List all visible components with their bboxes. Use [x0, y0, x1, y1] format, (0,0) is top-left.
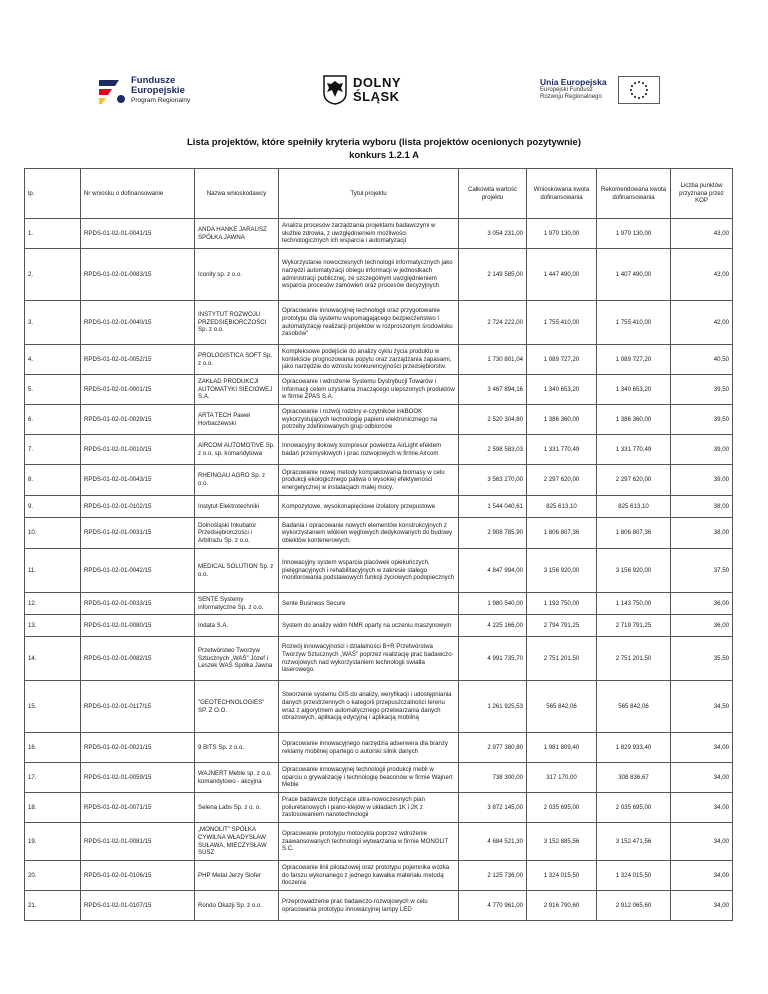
cell-points: 37,50 [671, 549, 733, 593]
cell-nr: RPDS-01-02-01-0043/15 [81, 465, 195, 496]
cell-recommended: 308 836,67 [597, 763, 671, 793]
cell-points: 34,00 [671, 763, 733, 793]
table-row [25, 405, 733, 435]
cell-lp: 7. [25, 435, 81, 465]
cell-recommended: 1 407 490,00 [597, 249, 671, 301]
cell-total: 738 300,00 [459, 763, 527, 793]
cell-requested: 1 331 770,49 [527, 435, 597, 465]
cell-total: 4 847 994,00 [459, 549, 527, 593]
cell-points: 34,00 [671, 733, 733, 763]
cell-points: 40,50 [671, 345, 733, 375]
header-lp: lp. [25, 169, 81, 219]
cell-total: 2 908 785,90 [459, 518, 527, 549]
document-subtitle: konkurs 1.2.1 A [349, 150, 419, 161]
cell-name: ANDA HANKE JARAUSZ SPÓŁKA JAWNA [195, 219, 279, 249]
cell-points: 34,00 [671, 891, 733, 921]
cell-name: "GEOTECHNOLOGIES" SP. Z O.O. [195, 681, 279, 733]
cell-title: Sente Business Secure [279, 593, 459, 615]
cell-lp: 10. [25, 518, 81, 549]
table-row [25, 249, 733, 301]
cell-recommended: 1 331 770,49 [597, 435, 671, 465]
cell-nr: RPDS-01-02-01-0021/15 [81, 733, 195, 763]
cell-points: 43,00 [671, 249, 733, 301]
cell-title: Wykorzystanie nowoczesnych technologii informatycznych jako narzędzi automatyzacji obiegu informacji w jednostkach administracji publicznej, ze szczególnym uwzględnieniem wsparcia procesów zamówień oraz procesów decyzyjnych [279, 249, 459, 301]
cell-title: Stworzenie systemu GIS do analizy, weryfikacji i udostępniania danych przestrzennych o kategorii przepuszczalności terenu wraz z algorytmem automatycznego przetwarzania danych obrazowych, aplikacją edycyjną i aplikacją mobilną [279, 681, 459, 733]
cell-requested: 825 613,10 [527, 496, 597, 518]
cell-nr: RPDS-01-02-01-0033/15 [81, 593, 195, 615]
header-total: Całkowita wartość projektu [459, 169, 527, 219]
fundusze-europejskie-mark-icon [97, 77, 127, 107]
cell-lp: 3. [25, 301, 81, 345]
fe-logo-line1: Fundusze [131, 75, 176, 86]
cell-total: 1 261 925,53 [459, 681, 527, 733]
cell-total: 4 770 961,00 [459, 891, 527, 921]
cell-nr: RPDS-01-02-01-0059/15 [81, 763, 195, 793]
cell-title: Opracowanie innowacyjnego narzędzia adserwera dla branży reklamy mobilnej opartego o autorski silnik danych [279, 733, 459, 763]
cell-recommended: 2 297 620,00 [597, 465, 671, 496]
cell-lp: 4. [25, 345, 81, 375]
table-row [25, 549, 733, 593]
projects-table [24, 168, 733, 921]
header-name: Nazwa wnioskodawcy [195, 169, 279, 219]
header-recommended: Rekomendowana kwota dofinansowania [597, 169, 671, 219]
cell-total: 3 467 894,16 [459, 375, 527, 405]
header-points: Liczba punktów przyznana przez KOP [671, 169, 733, 219]
cell-points: 35,50 [671, 637, 733, 681]
cell-nr: RPDS-01-02-01-0082/15 [81, 637, 195, 681]
cell-requested: 1 340 653,20 [527, 375, 597, 405]
cell-name: Iconity sp. z o.o. [195, 249, 279, 301]
cell-recommended: 1 386 360,00 [597, 405, 671, 435]
cell-points: 39,50 [671, 405, 733, 435]
cell-title: Opracowanie i wdrożenie Systemu Dystrybucji Towarów i Informacji celem uzyskania znaczącego ulepszonych produktów w firmie ZPAS S.A. [279, 375, 459, 405]
cell-requested: 1 806 807,36 [527, 518, 597, 549]
table-row [25, 465, 733, 496]
cell-nr: RPDS-01-02-01-0041/15 [81, 219, 195, 249]
cell-requested: 1 089 727,20 [527, 345, 597, 375]
table-row [25, 861, 733, 891]
cell-lp: 2. [25, 249, 81, 301]
cell-points: 36,00 [671, 615, 733, 637]
cell-recommended: 3 152 471,56 [597, 823, 671, 861]
cell-title: Analiza procesów zarządzania projektami badawczymi w służbie zdrowia, z uwzględnieniem możliwości technologicznych ich wsparcia i automatyzacji [279, 219, 459, 249]
table-row [25, 345, 733, 375]
cell-points: 38,00 [671, 518, 733, 549]
cell-nr: RPDS-01-02-01-0083/15 [81, 249, 195, 301]
table-row [25, 763, 733, 793]
cell-lp: 5. [25, 375, 81, 405]
cell-title: Innowacyjny system wsparcia placówek opiekuńczych, pielęgnacyjnych i rehabilitacyjnych w zakresie stałego monitorowania podstawowych funkcji życiowych podopiecznych [279, 549, 459, 593]
cell-nr: RPDS-01-02-01-0081/15 [81, 823, 195, 861]
cell-title: Kompleksowe podejście do analizy cyklu życia produktu w kontekście prognozowania popytu oraz zarządzania zapasami, jako narzędzie do wzrostu konkurencyjności przedsiębiorstw. [279, 345, 459, 375]
cell-lp: 13. [25, 615, 81, 637]
cell-title: Rozwój innowacyjności i działalności B+R Przetwórstwa Tworzyw Sztucznych „WAŚ" poprzez realizację prac badawczo-rozwojowych nad wykorzystaniem technologii światła laserowego. [279, 637, 459, 681]
cell-requested: 317 170,00 [527, 763, 597, 793]
cell-lp: 11. [25, 549, 81, 593]
cell-nr: RPDS-01-02-01-0106/15 [81, 861, 195, 891]
cell-nr: RPDS-01-02-01-0107/15 [81, 891, 195, 921]
cell-nr: RPDS-01-02-01-0001/15 [81, 375, 195, 405]
cell-title: Opracowanie prototypu motocykla poprzez wdrożenie zaawansowanych technologii wytwarzania w firmie MONOLIT S.C. [279, 823, 459, 861]
cell-name: PROLOGISTICA SOFT Sp. z o.o. [195, 345, 279, 375]
cell-lp: 1. [25, 219, 81, 249]
cell-title: Opracowanie innowacyjnej technologii oraz przygotowanie prototypu dla systemu wspomagającego bezpieczeństwo i automatyzację realizacji projektów w rozproszonym środowisku zasobów" [279, 301, 459, 345]
cell-lp: 16. [25, 733, 81, 763]
cell-total: 2 598 583,03 [459, 435, 527, 465]
cell-nr: RPDS-01-02-01-0102/15 [81, 496, 195, 518]
cell-requested: 2 794 791,25 [527, 615, 597, 637]
cell-title: System do analizy widm NMR oparty na uczeniu maszynowym [279, 615, 459, 637]
cell-recommended: 3 156 920,00 [597, 549, 671, 593]
cell-name: ZAKŁAD PRODUKCJI AUTOMATYKI SIECIOWEJ S.A. [195, 375, 279, 405]
table-row [25, 375, 733, 405]
cell-title: Kompozytowe, wysokonapięciowe izolatory przepustowe [279, 496, 459, 518]
cell-recommended: 1 089 727,20 [597, 345, 671, 375]
cell-total: 1 730 801,04 [459, 345, 527, 375]
cell-lp: 12. [25, 593, 81, 615]
cell-nr: RPDS-01-02-01-0031/15 [81, 518, 195, 549]
cell-lp: 17. [25, 763, 81, 793]
cell-total: 2 977 380,80 [459, 733, 527, 763]
cell-recommended: 1 143 750,00 [597, 593, 671, 615]
cell-requested: 1 981 809,40 [527, 733, 597, 763]
eu-logo-line3: Rozwoju Regionalnego [540, 94, 602, 100]
cell-points: 34,00 [671, 793, 733, 823]
cell-requested: 3 152 885,56 [527, 823, 597, 861]
cell-points: 38,00 [671, 496, 733, 518]
cell-points: 42,00 [671, 301, 733, 345]
cell-lp: 6. [25, 405, 81, 435]
table-row [25, 637, 733, 681]
cell-requested: 2 751 201,50 [527, 637, 597, 681]
cell-name: Instytut Elektrotechniki [195, 496, 279, 518]
table-row [25, 823, 733, 861]
cell-name: PHP Metal Jerzy Siofer [195, 861, 279, 891]
cell-title: Prace badawcze dotyczące ultra-nowoczesnych pian poliuretanowych i piano-klejów w układach 1K i 2K z zastosowaniem nanotechnologii [279, 793, 459, 823]
table-row [25, 793, 733, 823]
cell-name: Selena Labs Sp. z o. o. [195, 793, 279, 823]
cell-total: 3 054 231,00 [459, 219, 527, 249]
cell-recommended: 2 719 791,25 [597, 615, 671, 637]
header-requested: Wnioskowana kwota dofinansowania [527, 169, 597, 219]
cell-requested: 1 324 015,50 [527, 861, 597, 891]
cell-requested: 2 297 620,00 [527, 465, 597, 496]
cell-nr: RPDS-01-02-01-0080/15 [81, 615, 195, 637]
cell-total: 2 149 585,00 [459, 249, 527, 301]
cell-requested: 2 035 695,00 [527, 793, 597, 823]
cell-recommended: 2 912 065,60 [597, 891, 671, 921]
cell-recommended: 1 340 653,20 [597, 375, 671, 405]
cell-name: Przetwórstwo Tworzyw Sztucznych „WAŚ" Józef i Leszek WAŚ Spółka Jawna [195, 637, 279, 681]
cell-title: Opracowanie nowej metody kompaktowania biomasy w celu produkcji ekologicznego paliwa o wysokiej efektywności energetycznej w instalacjach małej mocy. [279, 465, 459, 496]
cell-requested: 1 970 130,00 [527, 219, 597, 249]
table-row [25, 733, 733, 763]
eagle-crest-icon [323, 75, 347, 105]
cell-total: 4 684 521,30 [459, 823, 527, 861]
cell-recommended: 1 829 933,40 [597, 733, 671, 763]
cell-name: 9 BITS Sp. z o.o. [195, 733, 279, 763]
cell-nr: RPDS-01-02-01-0117/15 [81, 681, 195, 733]
cell-name: Rondo Okazji Sp. z o.o. [195, 891, 279, 921]
cell-name: Indata S.A. [195, 615, 279, 637]
fe-logo-line2: Europejskie [131, 85, 185, 96]
table-row [25, 301, 733, 345]
cell-total: 2 724 222,00 [459, 301, 527, 345]
cell-nr: RPDS-01-02-01-0071/15 [81, 793, 195, 823]
cell-name: „MONOLIT" SPÓŁKA CYWILNA WŁADYSŁAW SUŁAWA, MIECZYSŁAW SUSZ [195, 823, 279, 861]
cell-points: 39,50 [671, 375, 733, 405]
cell-lp: 20. [25, 861, 81, 891]
cell-requested: 565 842,06 [527, 681, 597, 733]
cell-recommended: 2 035 695,00 [597, 793, 671, 823]
cell-total: 1 980 540,00 [459, 593, 527, 615]
cell-points: 43,00 [671, 219, 733, 249]
cell-recommended: 1 324 015,50 [597, 861, 671, 891]
cell-total: 4 225 166,00 [459, 615, 527, 637]
cell-lp: 8. [25, 465, 81, 496]
cell-lp: 18. [25, 793, 81, 823]
table-row [25, 496, 733, 518]
cell-name: RHEINGAU AGRO Sp. z o.o. [195, 465, 279, 496]
cell-name: ARTA TECH Paweł Horbaczewski [195, 405, 279, 435]
cell-requested: 3 156 920,00 [527, 549, 597, 593]
table-row [25, 593, 733, 615]
table-row [25, 435, 733, 465]
cell-title: Badania i opracowanie nowych elementów konstrukcyjnych z wykorzystaniem włókien węglowych dedykowanych do budowy obiektów kontenerowych. [279, 518, 459, 549]
cell-total: 1 544 040,61 [459, 496, 527, 518]
cell-name: AIRCOM AUTOMOTIVE Sp. z o.o. sp. komandytowa [195, 435, 279, 465]
cell-nr: RPDS-01-02-01-0029/15 [81, 405, 195, 435]
cell-total: 4 991 735,70 [459, 637, 527, 681]
cell-title: Opracowanie i rozwój rodziny e-czytników inkBOOK wykorzystujących technologię papieru elektronicznego na potrzeby zdefiniowanych grup odbiorców [279, 405, 459, 435]
cell-nr: RPDS-01-02-01-0042/15 [81, 549, 195, 593]
logo-bar [0, 74, 768, 114]
table-row [25, 518, 733, 549]
cell-points: 34,00 [671, 861, 733, 891]
cell-name: MEDICAL SOLUTION Sp. z o.o. [195, 549, 279, 593]
cell-points: 36,00 [671, 593, 733, 615]
cell-nr: RPDS-01-02-01-0010/15 [81, 435, 195, 465]
cell-requested: 1 447 490,00 [527, 249, 597, 301]
table-row [25, 615, 733, 637]
cell-total: 3 563 270,00 [459, 465, 527, 496]
cell-title: Przeprowadzenie prac badawczo-rozwojowych w celu opracowania prototypu innowacyjnej lampy LED [279, 891, 459, 921]
ds-logo-line1: DOLNY [353, 75, 401, 90]
dolny-slask-logo [323, 74, 453, 110]
cell-title: Innowacyjny tłokowy kompresor powietrza AirLight efektem badań przemysłowych i prac rozwojowych w firmie Aircom [279, 435, 459, 465]
cell-lp: 15. [25, 681, 81, 733]
fundusze-europejskie-logo [97, 74, 207, 110]
cell-name: Dolnośląski Inkubator Przedsiębiorczości i Arbitrażu Sp. z o.o. [195, 518, 279, 549]
cell-recommended: 1 806 807,36 [597, 518, 671, 549]
cell-points: 39,00 [671, 435, 733, 465]
cell-title: Opracowanie linii pilotażowej oraz prototypu pojemnika wózka do farszu wykonanego z jednego kawałka materiału metodą tłoczenia [279, 861, 459, 891]
unia-europejska-logo [540, 74, 670, 110]
table-row [25, 219, 733, 249]
cell-nr: RPDS-01-02-01-0040/15 [81, 301, 195, 345]
cell-total: 3 872 145,00 [459, 793, 527, 823]
table-row [25, 681, 733, 733]
cell-lp: 9. [25, 496, 81, 518]
cell-nr: RPDS-01-02-01-0052/15 [81, 345, 195, 375]
cell-title: Opracowanie innowacyjnej technologii produkcji mebli w oparciu o grywalizację i technologię beaconów w firmie Wajnert Meble [279, 763, 459, 793]
cell-recommended: 825 613,10 [597, 496, 671, 518]
table-row [25, 891, 733, 921]
cell-recommended: 2 751 201,50 [597, 637, 671, 681]
document-title: Lista projektów, które spełniły kryteria wyboru (lista projektów ocenionych pozytywnie) [187, 137, 581, 148]
cell-recommended: 565 842,06 [597, 681, 671, 733]
cell-requested: 2 916 790,60 [527, 891, 597, 921]
cell-total: 2 125 736,00 [459, 861, 527, 891]
eu-logo-line2: Europejski Fundusz [540, 87, 593, 93]
eu-flag-icon [618, 76, 660, 104]
ds-logo-line2: ŚLĄSK [353, 89, 400, 104]
cell-points: 39,00 [671, 465, 733, 496]
cell-points: 34,00 [671, 823, 733, 861]
table-header-row [25, 169, 733, 219]
cell-requested: 1 755 410,00 [527, 301, 597, 345]
cell-total: 2 520 304,80 [459, 405, 527, 435]
cell-requested: 1 193 750,00 [527, 593, 597, 615]
header-nr: Nr wniosku o dofinansowanie [81, 169, 195, 219]
eu-logo-line1: Unia Europejska [540, 77, 607, 87]
cell-lp: 19. [25, 823, 81, 861]
cell-name: SENTE Systemy informatyczne Sp. z o.o. [195, 593, 279, 615]
fe-logo-line3: Program Regionalny [131, 97, 191, 104]
cell-lp: 21. [25, 891, 81, 921]
cell-recommended: 1 970 130,00 [597, 219, 671, 249]
cell-points: 34,50 [671, 681, 733, 733]
cell-lp: 14. [25, 637, 81, 681]
cell-recommended: 1 755 410,00 [597, 301, 671, 345]
header-title: Tytuł projektu [279, 169, 459, 219]
cell-name: WAJNERT Meble sp. z o.o. komandytowo - akcyjna [195, 763, 279, 793]
cell-name: INSTYTUT ROZWOJU PRZEDSIĘBIORCZOŚCI Sp. z o.o. [195, 301, 279, 345]
cell-requested: 1 386 360,00 [527, 405, 597, 435]
